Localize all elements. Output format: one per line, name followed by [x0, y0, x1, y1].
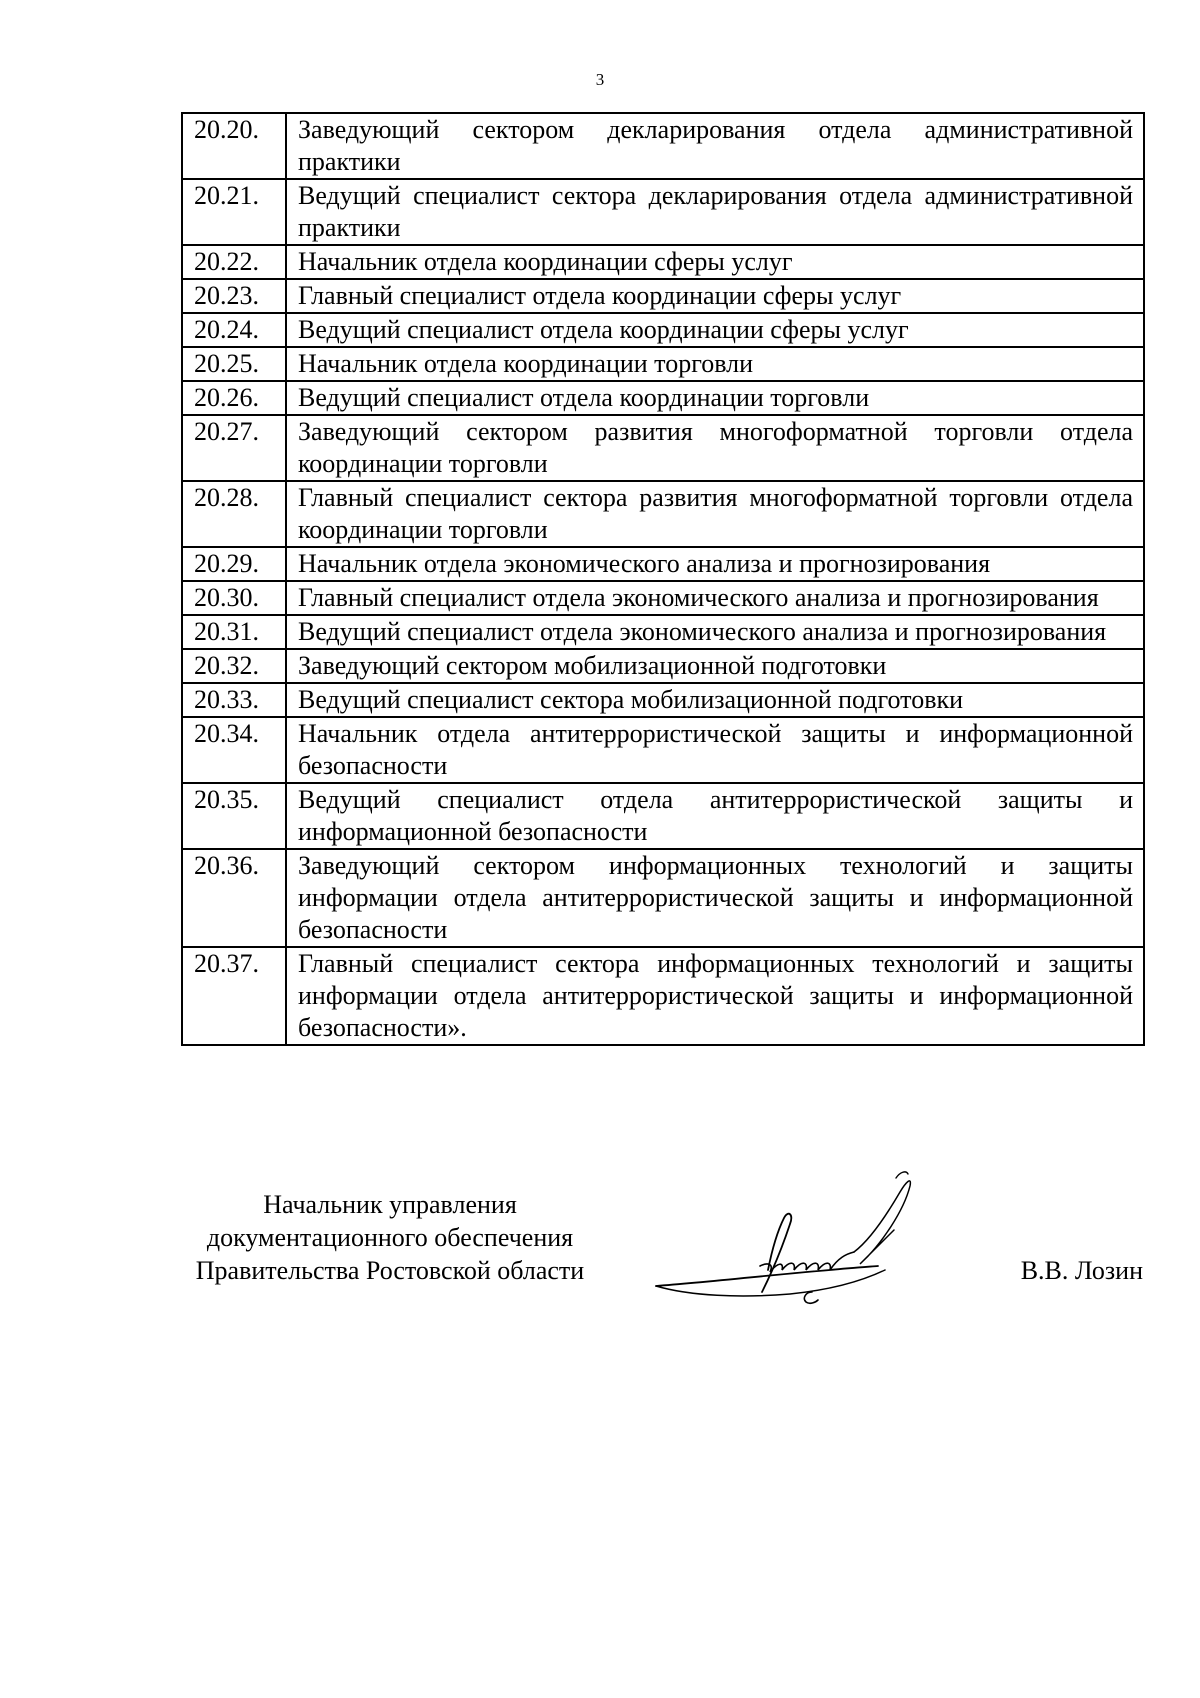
table-row — [182, 381, 1144, 415]
table-row — [182, 313, 1144, 347]
row-number: 20.32. — [182, 649, 286, 683]
row-number: 20.33. — [182, 683, 286, 717]
row-number: 20.34. — [182, 717, 286, 783]
row-number: 20.30. — [182, 581, 286, 615]
row-position-title: Начальник отдела координации сферы услуг — [286, 245, 1144, 279]
row-position-title: Ведущий специалист отдела координации торговли — [286, 381, 1144, 415]
row-position-title: Заведующий сектором декларирования отдела административной практики — [286, 113, 1144, 179]
table-row — [182, 615, 1144, 649]
signatory-title-line: Правительства Ростовской области — [195, 1256, 585, 1285]
signatory-title-line: Начальник управления — [263, 1190, 517, 1219]
row-position-title: Ведущий специалист отдела антитеррористической защиты и информационной безопасности — [286, 783, 1144, 849]
positions-table-body — [182, 113, 1144, 1045]
signatory-name: В.В. Лозин — [1020, 1256, 1143, 1285]
table-row — [182, 649, 1144, 683]
row-number: 20.29. — [182, 547, 286, 581]
row-number: 20.22. — [182, 245, 286, 279]
row-number: 20.36. — [182, 849, 286, 947]
row-position-title: Ведущий специалист отдела экономического анализа и прогнозирования — [286, 615, 1144, 649]
table-row — [182, 279, 1144, 313]
row-position-title: Главный специалист отдела координации сферы услуг — [286, 279, 1144, 313]
row-number: 20.26. — [182, 381, 286, 415]
row-number: 20.25. — [182, 347, 286, 381]
table-row — [182, 717, 1144, 783]
row-number: 20.28. — [182, 481, 286, 547]
row-position-title: Заведующий сектором информационных технологий и защиты информации отдела антитеррористической защиты и информационной безопасности — [286, 849, 1144, 947]
table-row — [182, 245, 1144, 279]
row-number: 20.23. — [182, 279, 286, 313]
row-number: 20.20. — [182, 113, 286, 179]
row-position-title: Ведущий специалист сектора декларирования отдела административной практики — [286, 179, 1144, 245]
row-number: 20.37. — [182, 947, 286, 1045]
table-row — [182, 783, 1144, 849]
row-number: 20.35. — [182, 783, 286, 849]
table-row — [182, 415, 1144, 481]
row-position-title: Главный специалист сектора развития многоформатной торговли отдела координации торговли — [286, 481, 1144, 547]
row-position-title: Главный специалист отдела экономического анализа и прогнозирования — [286, 581, 1144, 615]
page-number: 3 — [595, 70, 605, 89]
table-row — [182, 547, 1144, 581]
row-position-title: Ведущий специалист сектора мобилизационной подготовки — [286, 683, 1144, 717]
signatory-title-line: документационного обеспечения — [206, 1223, 574, 1252]
signatory-title — [170, 1188, 610, 1287]
row-number: 20.24. — [182, 313, 286, 347]
row-position-title: Ведущий специалист отдела координации сферы услуг — [286, 313, 1144, 347]
row-position-title: Начальник отдела антитеррористической защиты и информационной безопасности — [286, 717, 1144, 783]
table-row — [182, 683, 1144, 717]
row-number: 20.27. — [182, 415, 286, 481]
positions-table — [181, 112, 1145, 1046]
handwritten-signature — [650, 1170, 980, 1320]
row-number: 20.21. — [182, 179, 286, 245]
row-position-title: Начальник отдела координации торговли — [286, 347, 1144, 381]
row-number: 20.31. — [182, 615, 286, 649]
row-position-title: Заведующий сектором развития многоформатной торговли отдела координации торговли — [286, 415, 1144, 481]
table-row — [182, 179, 1144, 245]
table-row — [182, 849, 1144, 947]
table-row — [182, 481, 1144, 547]
table-row — [182, 347, 1144, 381]
table-row — [182, 581, 1144, 615]
row-position-title: Главный специалист сектора информационных технологий и защиты информации отдела антитеррористической защиты и информационной безопасности». — [286, 947, 1144, 1045]
table-row — [182, 113, 1144, 179]
row-position-title: Заведующий сектором мобилизационной подготовки — [286, 649, 1144, 683]
table-row — [182, 947, 1144, 1045]
row-position-title: Начальник отдела экономического анализа и прогнозирования — [286, 547, 1144, 581]
